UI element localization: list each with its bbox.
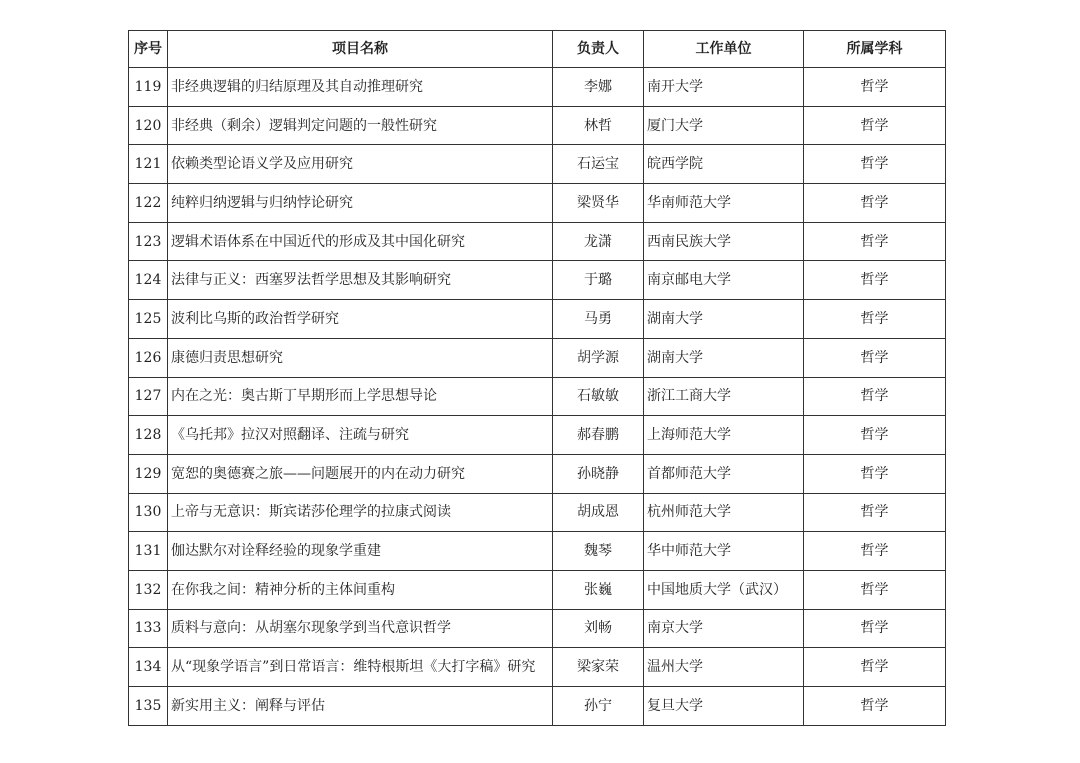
- table-row: [129, 145, 946, 184]
- cell-project-name: 宽恕的奥德赛之旅——问题展开的内在动力研究: [168, 454, 553, 493]
- cell-leader: 龙潇: [553, 222, 644, 261]
- header-no: 序号: [129, 31, 168, 68]
- cell-no: 132: [129, 570, 168, 609]
- cell-no: 122: [129, 184, 168, 223]
- table-header: [129, 31, 946, 68]
- table-row: [129, 184, 946, 223]
- cell-project-name: 纯粹归纳逻辑与归纳悖论研究: [168, 184, 553, 223]
- cell-project-name: 法律与正义：西塞罗法哲学思想及其影响研究: [168, 261, 553, 300]
- cell-subject: 哲学: [804, 338, 946, 377]
- cell-project-name: 质料与意向：从胡塞尔现象学到当代意识哲学: [168, 609, 553, 648]
- cell-no: 121: [129, 145, 168, 184]
- cell-no: 123: [129, 222, 168, 261]
- table-row: [129, 68, 946, 107]
- cell-unit: 南京大学: [644, 609, 804, 648]
- cell-no: 130: [129, 493, 168, 532]
- cell-project-name: 逻辑术语体系在中国近代的形成及其中国化研究: [168, 222, 553, 261]
- cell-project-name: 非经典（剩余）逻辑判定问题的一般性研究: [168, 106, 553, 145]
- cell-unit: 湖南大学: [644, 300, 804, 339]
- header-row: [129, 31, 946, 68]
- cell-no: 125: [129, 300, 168, 339]
- table-row: [129, 454, 946, 493]
- cell-leader: 李娜: [553, 68, 644, 107]
- table-row: [129, 570, 946, 609]
- cell-project-name: 从“现象学语言”到日常语言：维特根斯坦《大打字稿》研究: [168, 648, 553, 687]
- cell-subject: 哲学: [804, 648, 946, 687]
- cell-subject: 哲学: [804, 300, 946, 339]
- header-subject: 所属学科: [804, 31, 946, 68]
- cell-leader: 刘畅: [553, 609, 644, 648]
- cell-subject: 哲学: [804, 416, 946, 455]
- table-row: [129, 648, 946, 687]
- cell-project-name: 非经典逻辑的归结原理及其自动推理研究: [168, 68, 553, 107]
- cell-leader: 梁贤华: [553, 184, 644, 223]
- cell-unit: 皖西学院: [644, 145, 804, 184]
- cell-leader: 胡学源: [553, 338, 644, 377]
- cell-subject: 哲学: [804, 106, 946, 145]
- cell-leader: 梁家荣: [553, 648, 644, 687]
- table-row: [129, 300, 946, 339]
- cell-unit: 浙江工商大学: [644, 377, 804, 416]
- cell-subject: 哲学: [804, 377, 946, 416]
- cell-leader: 郝春鹏: [553, 416, 644, 455]
- cell-no: 120: [129, 106, 168, 145]
- cell-unit: 中国地质大学（武汉）: [644, 570, 804, 609]
- cell-no: 124: [129, 261, 168, 300]
- cell-unit: 杭州师范大学: [644, 493, 804, 532]
- cell-leader: 马勇: [553, 300, 644, 339]
- table-row: [129, 338, 946, 377]
- cell-subject: 哲学: [804, 145, 946, 184]
- cell-leader: 孙宁: [553, 687, 644, 726]
- cell-project-name: 上帝与无意识：斯宾诺莎伦理学的拉康式阅读: [168, 493, 553, 532]
- cell-unit: 复旦大学: [644, 687, 804, 726]
- cell-unit: 华中师范大学: [644, 532, 804, 571]
- cell-leader: 胡成恩: [553, 493, 644, 532]
- cell-project-name: 新实用主义：阐释与评估: [168, 687, 553, 726]
- cell-leader: 林哲: [553, 106, 644, 145]
- projects-table: [128, 30, 946, 726]
- table-row: [129, 416, 946, 455]
- cell-subject: 哲学: [804, 493, 946, 532]
- cell-no: 135: [129, 687, 168, 726]
- table-row: [129, 377, 946, 416]
- cell-unit: 西南民族大学: [644, 222, 804, 261]
- cell-no: 126: [129, 338, 168, 377]
- cell-subject: 哲学: [804, 532, 946, 571]
- cell-leader: 石运宝: [553, 145, 644, 184]
- table-row: [129, 493, 946, 532]
- cell-unit: 上海师范大学: [644, 416, 804, 455]
- cell-no: 134: [129, 648, 168, 687]
- cell-leader: 孙晓静: [553, 454, 644, 493]
- cell-unit: 南京邮电大学: [644, 261, 804, 300]
- cell-project-name: 波利比乌斯的政治哲学研究: [168, 300, 553, 339]
- cell-leader: 张巍: [553, 570, 644, 609]
- cell-project-name: 伽达默尔对诠释经验的现象学重建: [168, 532, 553, 571]
- cell-subject: 哲学: [804, 609, 946, 648]
- cell-no: 129: [129, 454, 168, 493]
- table-row: [129, 609, 946, 648]
- table-row: [129, 106, 946, 145]
- cell-no: 131: [129, 532, 168, 571]
- cell-no: 133: [129, 609, 168, 648]
- cell-subject: 哲学: [804, 184, 946, 223]
- header-unit: 工作单位: [644, 31, 804, 68]
- cell-leader: 石敏敏: [553, 377, 644, 416]
- cell-subject: 哲学: [804, 261, 946, 300]
- cell-unit: 首都师范大学: [644, 454, 804, 493]
- cell-project-name: 内在之光：奥古斯丁早期形而上学思想导论: [168, 377, 553, 416]
- cell-unit: 华南师范大学: [644, 184, 804, 223]
- cell-subject: 哲学: [804, 570, 946, 609]
- header-name: 项目名称: [168, 31, 553, 68]
- cell-unit: 南开大学: [644, 68, 804, 107]
- table-body: [129, 68, 946, 726]
- table-row: [129, 532, 946, 571]
- cell-project-name: 依赖类型论语义学及应用研究: [168, 145, 553, 184]
- cell-no: 119: [129, 68, 168, 107]
- cell-no: 128: [129, 416, 168, 455]
- cell-unit: 厦门大学: [644, 106, 804, 145]
- cell-unit: 温州大学: [644, 648, 804, 687]
- cell-subject: 哲学: [804, 222, 946, 261]
- table-row: [129, 687, 946, 726]
- header-leader: 负责人: [553, 31, 644, 68]
- cell-unit: 湖南大学: [644, 338, 804, 377]
- cell-no: 127: [129, 377, 168, 416]
- cell-subject: 哲学: [804, 687, 946, 726]
- cell-subject: 哲学: [804, 454, 946, 493]
- cell-subject: 哲学: [804, 68, 946, 107]
- table-row: [129, 261, 946, 300]
- cell-leader: 于璐: [553, 261, 644, 300]
- cell-project-name: 《乌托邦》拉汉对照翻译、注疏与研究: [168, 416, 553, 455]
- cell-project-name: 在你我之间：精神分析的主体间重构: [168, 570, 553, 609]
- table-row: [129, 222, 946, 261]
- cell-leader: 魏琴: [553, 532, 644, 571]
- cell-project-name: 康德归责思想研究: [168, 338, 553, 377]
